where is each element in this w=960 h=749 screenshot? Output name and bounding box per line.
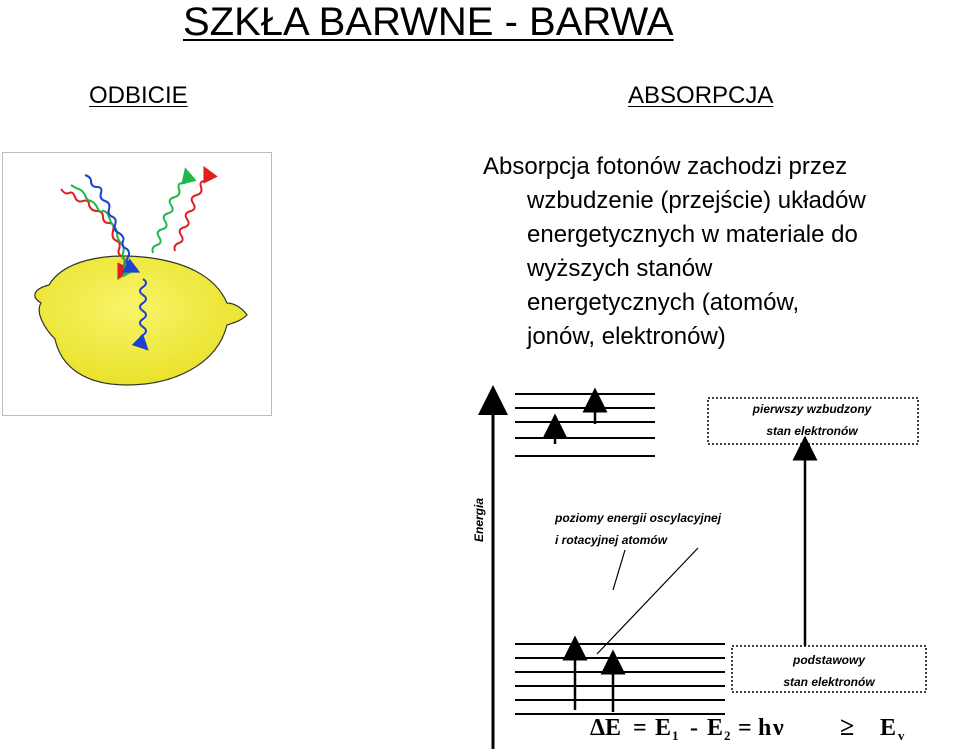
energy-axis-label: Energia: [472, 497, 486, 542]
formula-equals: =: [738, 715, 752, 741]
formula-e2: E: [707, 715, 724, 741]
lemon-illustration: [2, 152, 272, 416]
description-line: wzbudzenie (przejście) układów: [527, 187, 866, 214]
formula-e1-sub: 1: [672, 728, 679, 743]
description-line: energetycznych (atomów,: [527, 289, 800, 316]
upper-vibrational-levels: [515, 394, 655, 456]
excited-state-label: stan elektronów: [766, 424, 858, 438]
formula-ev: E: [880, 715, 897, 741]
formula-delta-e: ΔE: [590, 715, 622, 741]
energy-diagram-svg: [455, 380, 960, 749]
formula-nu: ν: [773, 715, 784, 741]
formula-equals: =: [633, 715, 647, 741]
ground-state-label: stan elektronów: [783, 675, 875, 689]
description-line: energetycznych w materiale do: [527, 221, 858, 248]
excited-state-label: pierwszy wzbudzony: [752, 402, 872, 416]
callout-label: poziomy energii oscylacyjnej: [555, 511, 722, 525]
lower-vibrational-levels: [515, 644, 725, 714]
formula-ev-sub: v: [898, 728, 905, 743]
formula-e1: E: [655, 715, 672, 741]
ground-state-label: podstawowy: [792, 653, 866, 667]
formula-minus: -: [690, 715, 698, 741]
page-title: SZKŁA BARWNE - BARWA: [183, 0, 674, 44]
formula-e2-sub: 2: [724, 728, 731, 743]
absorption-description: [483, 150, 943, 354]
callout-label: i rotacyjnej atomów: [555, 533, 668, 547]
callout-pointer: [613, 550, 625, 590]
description-line: Absorpcja fotonów zachodzi przez: [483, 153, 848, 180]
heading-absorption: ABSORPCJA: [628, 82, 774, 109]
formula-h: h: [758, 715, 772, 741]
callout-pointer: [597, 548, 698, 654]
energy-level-diagram: [455, 380, 960, 749]
description-line: jonów, elektronów): [527, 323, 726, 350]
energy-formula: [590, 712, 905, 743]
description-line: wyższych stanów: [527, 255, 713, 282]
formula-ge: ≥: [840, 712, 855, 741]
lemon-svg: [3, 153, 273, 417]
heading-reflection: ODBICIE: [89, 82, 188, 109]
